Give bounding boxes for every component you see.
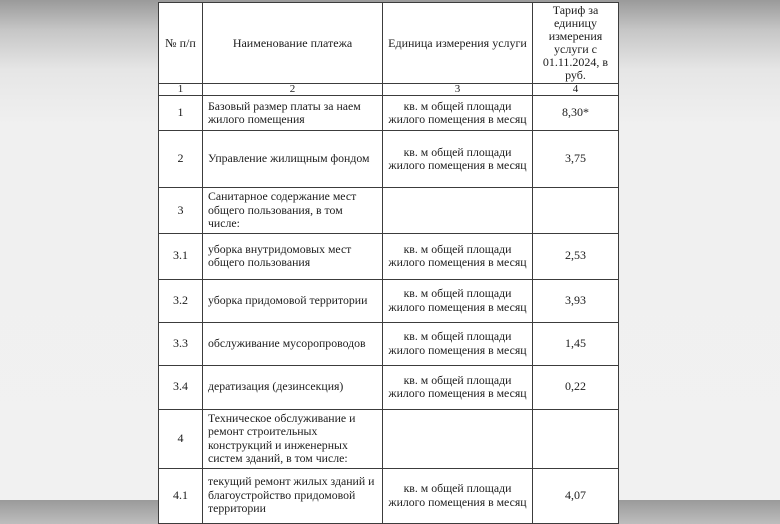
tariff-cell: 3,93: [533, 279, 619, 322]
header-cell-payment-name: Наименование платежа: [203, 3, 383, 84]
table-row: [159, 233, 619, 279]
payment-name-cell: Управление жилищным фондом: [203, 131, 383, 188]
column-number-2: 2: [203, 84, 383, 96]
tariff-table: [158, 2, 619, 524]
table-header-row: [159, 3, 619, 84]
payment-name-cell: уборка придомовой территории: [203, 279, 383, 322]
row-number-cell: 3.1: [159, 233, 203, 279]
payment-name-cell: Санитарное содержание мест общего пользования, в том числе:: [203, 188, 383, 234]
tariff-cell: 8,30*: [533, 96, 619, 131]
unit-cell: кв. м общей площади жилого помещения в месяц: [383, 365, 533, 409]
unit-cell: кв. м общей площади жилого помещения в месяц: [383, 468, 533, 523]
table-row: [159, 188, 619, 234]
table-row: [159, 409, 619, 468]
tariff-cell: 3,75: [533, 131, 619, 188]
row-number-cell: 4.1: [159, 468, 203, 523]
unit-cell: [383, 188, 533, 234]
column-number-3: 3: [383, 84, 533, 96]
unit-cell: кв. м общей площади жилого помещения в месяц: [383, 96, 533, 131]
payment-name-cell: Техническое обслуживание и ремонт строительных конструкций и инженерных систем зданий, в том числе:: [203, 409, 383, 468]
table-row: [159, 365, 619, 409]
row-number-cell: 3.2: [159, 279, 203, 322]
table-body: [159, 96, 619, 524]
row-number-cell: 4: [159, 409, 203, 468]
column-number-row: [159, 84, 619, 96]
tariff-cell: [533, 188, 619, 234]
row-number-cell: 1: [159, 96, 203, 131]
row-number-cell: 3: [159, 188, 203, 234]
table-row: [159, 96, 619, 131]
table-row: [159, 468, 619, 523]
tariff-cell: [533, 409, 619, 468]
payment-name-cell: Базовый размер платы за наем жилого помещения: [203, 96, 383, 131]
row-number-cell: 3.4: [159, 365, 203, 409]
unit-cell: кв. м общей площади жилого помещения в месяц: [383, 233, 533, 279]
tariff-cell: 2,53: [533, 233, 619, 279]
row-number-cell: 2: [159, 131, 203, 188]
unit-cell: кв. м общей площади жилого помещения в месяц: [383, 322, 533, 365]
unit-cell: [383, 409, 533, 468]
header-cell-unit: Единица измерения услуги: [383, 3, 533, 84]
payment-name-cell: текущий ремонт жилых зданий и благоустройство придомовой территории: [203, 468, 383, 523]
column-number-1: 1: [159, 84, 203, 96]
unit-cell: кв. м общей площади жилого помещения в месяц: [383, 279, 533, 322]
document-page: [158, 2, 618, 524]
table-row: [159, 131, 619, 188]
column-number-4: 4: [533, 84, 619, 96]
tariff-cell: 1,45: [533, 322, 619, 365]
tariff-cell: 4,07: [533, 468, 619, 523]
table-row: [159, 279, 619, 322]
header-cell-num: № п/п: [159, 3, 203, 84]
table-row: [159, 322, 619, 365]
payment-name-cell: обслуживание мусоропроводов: [203, 322, 383, 365]
row-number-cell: 3.3: [159, 322, 203, 365]
tariff-cell: 0,22: [533, 365, 619, 409]
unit-cell: кв. м общей площади жилого помещения в месяц: [383, 131, 533, 188]
payment-name-cell: дератизация (дезинсекция): [203, 365, 383, 409]
payment-name-cell: уборка внутридомовых мест общего пользования: [203, 233, 383, 279]
header-cell-tariff: Тариф за единицу измерения услуги с 01.11.2024, в руб.: [533, 3, 619, 84]
